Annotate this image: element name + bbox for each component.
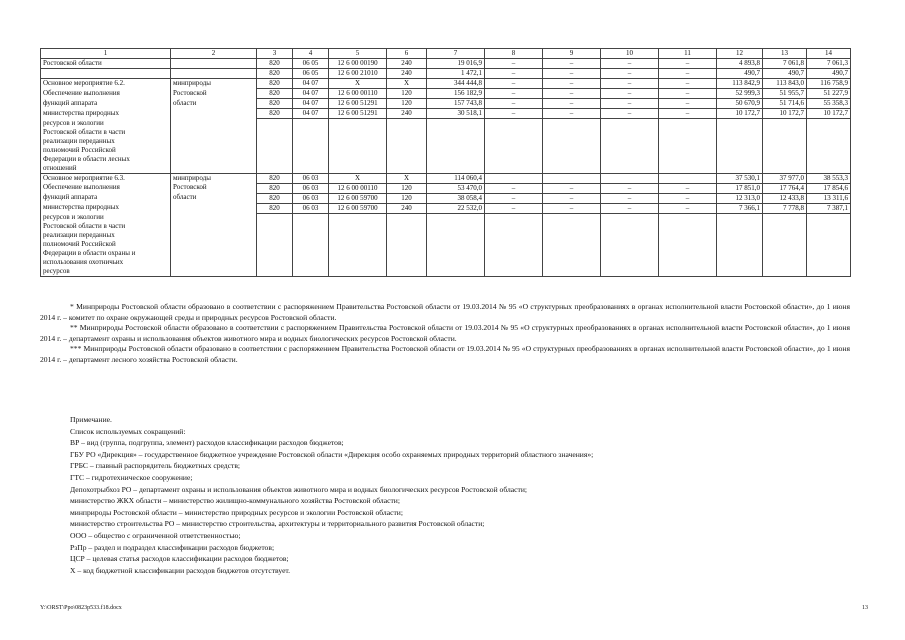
row-c10: – (601, 193, 659, 203)
row-c3: 820 (257, 109, 293, 119)
row-c11: – (659, 89, 717, 99)
row-grbs (171, 119, 257, 174)
empty-cell (659, 213, 717, 277)
row-c7: 114 060,4 (427, 173, 485, 183)
row-c12: 50 670,9 (717, 99, 763, 109)
row-c7: 19 016,9 (427, 59, 485, 69)
row-grbs: Ростовской (171, 89, 257, 99)
empty-cell (329, 213, 387, 277)
row-grbs: области (171, 193, 257, 203)
abbreviations-list (70, 414, 860, 576)
empty-cell (543, 213, 601, 277)
row-c9: – (543, 203, 601, 213)
row-c6: 240 (387, 69, 427, 79)
row-name: Ростовской области (41, 59, 171, 69)
row-c8: – (485, 183, 543, 193)
empty-cell (387, 213, 427, 277)
row-c14: 7 387,1 (807, 203, 851, 213)
name-line: ресурсов (43, 267, 70, 275)
name-line: Федерации в области охраны и (43, 249, 136, 257)
row-c14: 38 553,3 (807, 173, 851, 183)
row-c11: – (659, 69, 717, 79)
row-name: Обеспечение выполнения (41, 89, 171, 99)
empty-cell (257, 119, 293, 174)
row-c5: 12 6 00 51291 (329, 99, 387, 109)
row-c9: – (543, 59, 601, 69)
row-c6: 120 (387, 99, 427, 109)
page-number: 13 (862, 605, 868, 611)
abbreviation-item: ГТС – гидротехническое сооружение; (70, 472, 193, 482)
row-c9: – (543, 79, 601, 89)
row-c6: X (387, 173, 427, 183)
row-grbs (171, 109, 257, 119)
row-c11: – (659, 183, 717, 193)
abbreviations-subtitle: Список используемых сокращений: (70, 426, 186, 436)
row-name: министерства природных (41, 203, 171, 213)
row-c4: 06 05 (293, 59, 329, 69)
row-c4: 04 07 (293, 79, 329, 89)
name-line: реализации переданных (43, 136, 115, 145)
abbreviation-item: ГРБС – главный распорядитель бюджетных средств; (70, 461, 241, 471)
row-c12: 37 530,1 (717, 173, 763, 183)
row-c8: – (485, 203, 543, 213)
row-c13: 490,7 (763, 69, 807, 79)
row-c10: – (601, 89, 659, 99)
column-number: 8 (485, 49, 543, 59)
row-c4: 06 05 (293, 69, 329, 79)
empty-cell (807, 119, 851, 174)
row-c13: 51 955,7 (763, 89, 807, 99)
column-number: 14 (807, 49, 851, 59)
row-c11: – (659, 193, 717, 203)
column-number: 4 (293, 49, 329, 59)
budget-table (40, 48, 851, 277)
row-c9: – (543, 109, 601, 119)
row-c5: 12 6 00 59700 (329, 203, 387, 213)
empty-cell (329, 119, 387, 174)
row-c4: 06 03 (293, 173, 329, 183)
name-line: Федерации в области лесных (43, 154, 130, 163)
empty-cell (717, 213, 763, 277)
table-row (41, 79, 851, 89)
column-number: 3 (257, 49, 293, 59)
abbreviation-item: Депохотрыбхоз РО – департамент охраны и использования объектов животного мира и водных биологических ресурсов Ростовской области; (70, 484, 528, 494)
row-c5: 12 6 00 21010 (329, 69, 387, 79)
row-c7: 1 472,1 (427, 69, 485, 79)
row-c3: 820 (257, 193, 293, 203)
empty-cell (427, 213, 485, 277)
row-name: Основное мероприятие 6.3. (41, 173, 171, 183)
row-name: Основное мероприятие 6.2. (41, 79, 171, 89)
row-c8: – (485, 69, 543, 79)
row-grbs: минприроды (171, 173, 257, 183)
row-c6: 240 (387, 109, 427, 119)
row-c4: 04 07 (293, 109, 329, 119)
table-row (41, 119, 851, 174)
empty-cell (543, 119, 601, 174)
empty-cell (601, 213, 659, 277)
column-number: 9 (543, 49, 601, 59)
row-c14: 490,7 (807, 69, 851, 79)
row-c14: 55 358,3 (807, 99, 851, 109)
row-c9: – (543, 193, 601, 203)
row-name-continued (41, 119, 171, 174)
name-line: полномочий Российской (43, 145, 116, 154)
row-c4: 06 03 (293, 203, 329, 213)
row-c7: 38 058,4 (427, 193, 485, 203)
abbreviation-item: минприроды Ростовской области – министерство природных ресурсов и экологии Ростовской области; (70, 507, 403, 517)
row-c8: – (485, 79, 543, 89)
name-line: использования охотничьих (43, 258, 124, 266)
column-number: 6 (387, 49, 427, 59)
row-c9: – (543, 89, 601, 99)
footnote-1: * Минприроды Ростовской области образовано в соответствии с распоряжением Правительства Ростовской области от 19.03.2014 № 95 «О структурных преобразованиях в органах исполнительной власти Ростовской области», до 1 июня 2014 г. – комитет по охране окружающей среды и природных ресурсов Ростовской области. (40, 302, 850, 322)
row-c7: 157 743,8 (427, 99, 485, 109)
row-c8: – (485, 193, 543, 203)
table-row (41, 59, 851, 69)
table-row (41, 69, 851, 79)
row-name-continued (41, 213, 171, 277)
name-line: ресурсов и экологии (43, 118, 104, 127)
row-c12: 10 172,7 (717, 109, 763, 119)
row-c9: – (543, 99, 601, 109)
row-c8 (485, 173, 543, 183)
row-c12: 4 893,8 (717, 59, 763, 69)
table-row (41, 183, 851, 193)
column-number: 2 (171, 49, 257, 59)
table-row (41, 109, 851, 119)
empty-cell (763, 213, 807, 277)
row-c9 (543, 173, 601, 183)
table-row (41, 203, 851, 213)
row-c11: – (659, 99, 717, 109)
row-grbs (171, 59, 257, 69)
row-name (41, 69, 171, 79)
empty-cell (387, 119, 427, 174)
row-c12: 12 313,0 (717, 193, 763, 203)
row-c10: – (601, 203, 659, 213)
row-grbs: Ростовской (171, 183, 257, 193)
row-c7: 53 470,0 (427, 183, 485, 193)
row-c6: 120 (387, 193, 427, 203)
name-line: реализации переданных (43, 231, 115, 239)
row-c3: 820 (257, 203, 293, 213)
row-c4: 06 03 (293, 193, 329, 203)
row-c13: 17 764,4 (763, 183, 807, 193)
name-line: отношений (43, 163, 77, 172)
empty-cell (717, 119, 763, 174)
row-c10: – (601, 69, 659, 79)
footnote-2: ** Минприроды Ростовской области образовано в соответствии с распоряжением Правительства Ростовской области от 19.03.2014 № 95 «О структурных преобразованиях в органах исполнительной власти Ростовской области», до 1 июня 2014 г. – департамент охраны и использования объектов животного мира и водных биологических ресурсов Ростовской области. (40, 323, 850, 343)
row-c11: – (659, 79, 717, 89)
row-c7: 344 444,8 (427, 79, 485, 89)
name-line: Ростовской области в части (43, 127, 126, 136)
row-c14: 17 854,6 (807, 183, 851, 193)
row-c3: 820 (257, 79, 293, 89)
row-c13: 7 778,8 (763, 203, 807, 213)
row-c10: – (601, 79, 659, 89)
row-c6: 120 (387, 89, 427, 99)
row-c11: – (659, 109, 717, 119)
row-c5: X (329, 79, 387, 89)
file-path: Y:\ORST\Ppo\0823p533.f18.docx (40, 605, 122, 611)
abbreviation-item: ЦСР – целевая статья расходов классификации расходов бюджетов; (70, 554, 289, 564)
row-grbs: минприроды (171, 79, 257, 89)
empty-cell (485, 119, 543, 174)
empty-cell (659, 119, 717, 174)
abbreviation-item: ВР – вид (группа, подгруппа, элемент) расходов классификации расходов бюджетов; (70, 438, 344, 448)
empty-cell (257, 213, 293, 277)
row-c9: – (543, 69, 601, 79)
name-line: ресурсов и экологии (43, 213, 104, 221)
row-c6: X (387, 79, 427, 89)
abbreviation-item: министерство строительства РО – министерство строительства, архитектуры и территориального развития Ростовской области; (70, 519, 485, 529)
row-c12: 17 851,0 (717, 183, 763, 193)
row-c14: 116 758,9 (807, 79, 851, 89)
row-c13: 113 843,0 (763, 79, 807, 89)
row-c13: 7 061,8 (763, 59, 807, 69)
empty-cell (293, 119, 329, 174)
row-c7: 156 182,9 (427, 89, 485, 99)
row-c11: – (659, 203, 717, 213)
row-c3: 820 (257, 59, 293, 69)
row-c10: – (601, 59, 659, 69)
abbreviation-item: ООО – общество с ограниченной ответственностью; (70, 530, 241, 540)
row-c5: 12 6 00 00110 (329, 183, 387, 193)
row-c12: 490,7 (717, 69, 763, 79)
row-name: министерства природных (41, 109, 171, 119)
name-line: полномочий Российской (43, 240, 116, 248)
row-name: функций аппарата (41, 193, 171, 203)
row-c8: – (485, 99, 543, 109)
row-c14: 13 311,6 (807, 193, 851, 203)
row-c11: – (659, 59, 717, 69)
empty-cell (293, 213, 329, 277)
row-c7: 30 518,1 (427, 109, 485, 119)
column-number: 1 (41, 49, 171, 59)
column-number: 7 (427, 49, 485, 59)
row-c14: 10 172,7 (807, 109, 851, 119)
empty-cell (807, 213, 851, 277)
row-c5: X (329, 173, 387, 183)
row-c3: 820 (257, 99, 293, 109)
empty-cell (601, 119, 659, 174)
column-number: 11 (659, 49, 717, 59)
table-row (41, 173, 851, 183)
row-c10 (601, 173, 659, 183)
abbreviations-title: Примечание. (70, 415, 112, 424)
column-number: 12 (717, 49, 763, 59)
row-c5: 12 6 00 00190 (329, 59, 387, 69)
table-row (41, 193, 851, 203)
row-c8: – (485, 109, 543, 119)
empty-cell (485, 213, 543, 277)
row-c5: 12 6 00 59700 (329, 193, 387, 203)
row-c6: 240 (387, 203, 427, 213)
table-row (41, 99, 851, 109)
row-grbs (171, 69, 257, 79)
table-row (41, 89, 851, 99)
footnote-3: *** Минприроды Ростовской области образовано в соответствии с распоряжением Правительства Ростовской области от 19.03.2014 № 95 «О структурных преобразованиях в органах исполнительной власти Ростовской области», до 1 июня 2014 г. – департамент лесного хозяйства Ростовской области. (40, 344, 850, 364)
row-c3: 820 (257, 173, 293, 183)
table-header-row (41, 49, 851, 59)
column-number: 13 (763, 49, 807, 59)
row-c14: 51 227,9 (807, 89, 851, 99)
row-c14: 7 061,3 (807, 59, 851, 69)
row-grbs (171, 203, 257, 213)
row-c10: – (601, 99, 659, 109)
row-c8: – (485, 89, 543, 99)
row-c8: – (485, 59, 543, 69)
row-c4: 04 07 (293, 89, 329, 99)
row-c5: 12 6 00 00110 (329, 89, 387, 99)
empty-cell (763, 119, 807, 174)
table-row (41, 213, 851, 277)
footnotes (40, 302, 850, 365)
abbreviation-item: РзПр – раздел и подраздел классификации расходов бюджетов; (70, 542, 275, 552)
row-name: Обеспечение выполнения (41, 183, 171, 193)
row-c13: 10 172,7 (763, 109, 807, 119)
abbreviation-item: ГБУ РО «Дирекция» – государственное бюджетное учреждение Ростовской области «Дирекция особо охраняемых природных территорий областного значения»; (70, 449, 594, 459)
row-c4: 06 03 (293, 183, 329, 193)
row-c7: 22 532,0 (427, 203, 485, 213)
row-c13: 51 714,6 (763, 99, 807, 109)
row-c13: 12 433,8 (763, 193, 807, 203)
column-number: 10 (601, 49, 659, 59)
row-c5: 12 6 00 51291 (329, 109, 387, 119)
row-c6: 240 (387, 59, 427, 69)
row-c6: 120 (387, 183, 427, 193)
row-c3: 820 (257, 69, 293, 79)
row-c13: 37 977,0 (763, 173, 807, 183)
row-c11 (659, 173, 717, 183)
column-number: 5 (329, 49, 387, 59)
row-grbs (171, 213, 257, 277)
name-line: Ростовской области в части (43, 222, 126, 230)
row-grbs: области (171, 99, 257, 109)
row-c4: 04 07 (293, 99, 329, 109)
row-c9: – (543, 183, 601, 193)
row-c12: 113 842,9 (717, 79, 763, 89)
row-c12: 52 999,3 (717, 89, 763, 99)
row-name: функций аппарата (41, 99, 171, 109)
abbreviation-item: Х – код бюджетной классификации расходов бюджетов отсутствует. (70, 565, 291, 575)
row-c3: 820 (257, 183, 293, 193)
row-c10: – (601, 109, 659, 119)
row-c12: 7 366,1 (717, 203, 763, 213)
abbreviation-item: министерство ЖКХ области – министерство жилищно-коммунального хозяйства Ростовской области; (70, 496, 400, 506)
empty-cell (427, 119, 485, 174)
row-c3: 820 (257, 89, 293, 99)
row-c10: – (601, 183, 659, 193)
